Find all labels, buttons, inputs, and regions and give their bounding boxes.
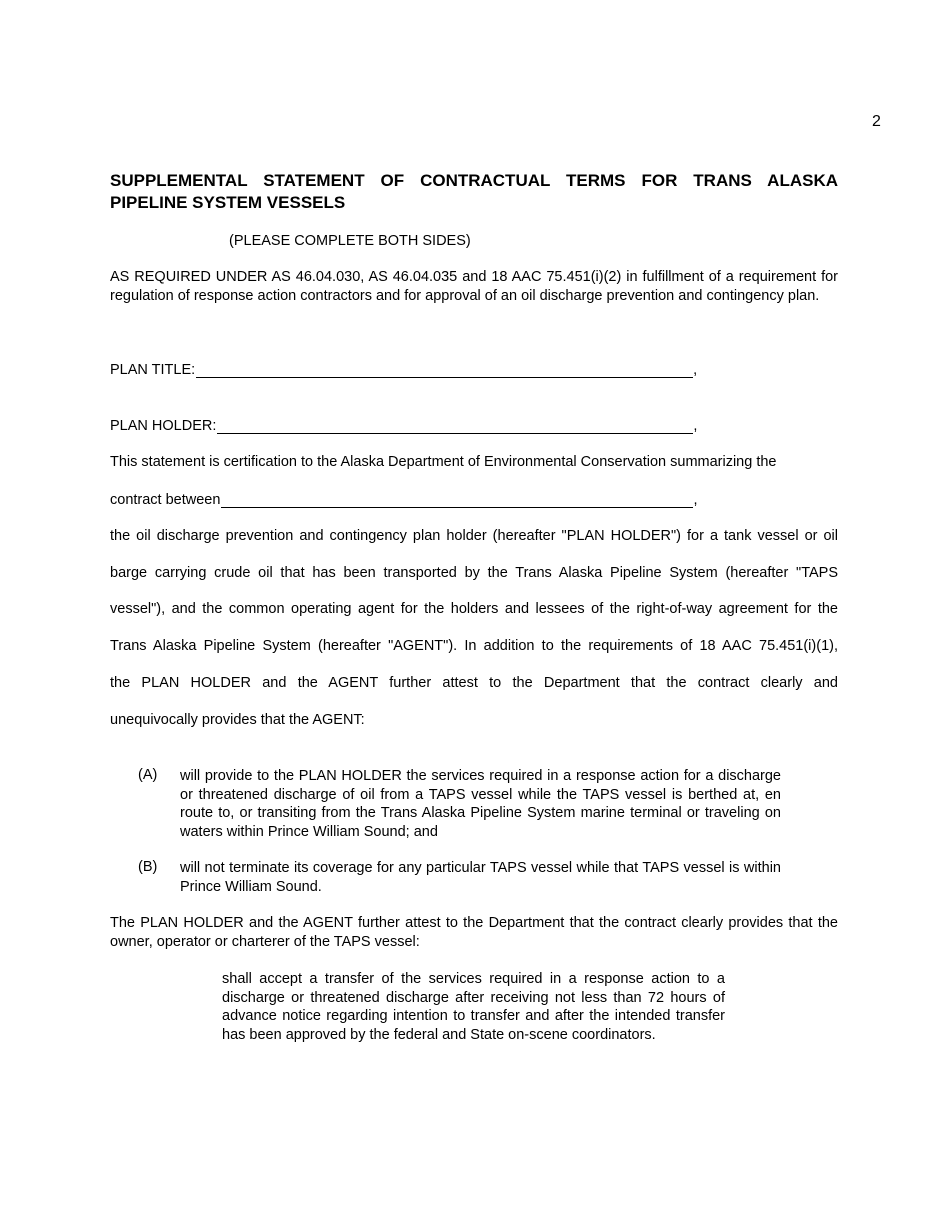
item-b-label: (B) <box>138 859 158 875</box>
plan-holder-label: PLAN HOLDER: <box>110 418 217 434</box>
statement-line: the oil discharge prevention and contingency plan holder (hereafter "PLAN HOLDER") for a tank vessel or oil <box>110 528 838 544</box>
plan-holder-comma: , <box>693 418 698 434</box>
statement-line-1: This statement is certification to the Alaska Department of Environmental Conservation summarizing the <box>110 454 777 470</box>
document-title: SUPPLEMENTAL STATEMENT OF CONTRACTUAL TERMS FOR TRANS ALASKA PIPELINE SYSTEM VESSELS <box>110 171 838 212</box>
instruction-text: (PLEASE COMPLETE BOTH SIDES) <box>229 233 471 249</box>
contract-between-field <box>110 488 697 508</box>
intro-paragraph: AS REQUIRED UNDER AS 46.04.030, AS 46.04.035 and 18 AAC 75.451(i)(2) in fulfillment of a requirement for regulation of response action contractors and for approval of an oil discharge prevention and contingency plan. <box>110 269 838 304</box>
statement-line: the PLAN HOLDER and the AGENT further attest to the Department that the contract clearly and <box>110 675 838 691</box>
item-a-text: will provide to the PLAN HOLDER the services required in a response action for a discharge or threatened discharge of oil from a TAPS vessel while the TAPS vessel is berthed at, en route to, or transiting from the Trans Alaska Pipeline System marine terminal or traveling on waters within Prince William Sound; and <box>180 768 781 840</box>
further-paragraph: The PLAN HOLDER and the AGENT further attest to the Department that the contract clearly provides that the owner, operator or charterer of the TAPS vessel: <box>110 915 838 950</box>
statement-line: vessel"), and the common operating agent for the holders and lessees of the right-of-way agreement for the <box>110 601 838 617</box>
statement-line: Trans Alaska Pipeline System (hereafter "AGENT"). In addition to the requirements of 18 AAC 75.451(i)(1), <box>110 638 838 654</box>
statement-line: unequivocally provides that the AGENT: <box>110 712 365 728</box>
contract-between-input-line[interactable] <box>221 493 693 508</box>
plan-title-input-line[interactable] <box>196 363 693 378</box>
page-number: 2 <box>872 113 881 130</box>
statement-line: barge carrying crude oil that has been transported by the Trans Alaska Pipeline System (hereafter "TAPS <box>110 565 838 581</box>
plan-title-comma: , <box>693 362 698 378</box>
plan-holder-input-line[interactable] <box>217 419 693 434</box>
contract-between-comma: , <box>693 492 698 508</box>
plan-holder-field <box>110 414 697 434</box>
item-b-text: will not terminate its coverage for any particular TAPS vessel while that TAPS vessel is within Prince William Sound. <box>180 860 781 895</box>
plan-title-label: PLAN TITLE: <box>110 362 196 378</box>
item-a-label: (A) <box>138 767 158 783</box>
contract-between-label: contract between <box>110 492 221 508</box>
indented-clause: shall accept a transfer of the services required in a response action to a discharge or threatened discharge after receiving not less than 72 hours of advance notice regarding intention to transfer and after the intended transfer has been approved by the federal and State on-scene coordinators. <box>222 971 725 1043</box>
plan-title-field <box>110 358 697 378</box>
